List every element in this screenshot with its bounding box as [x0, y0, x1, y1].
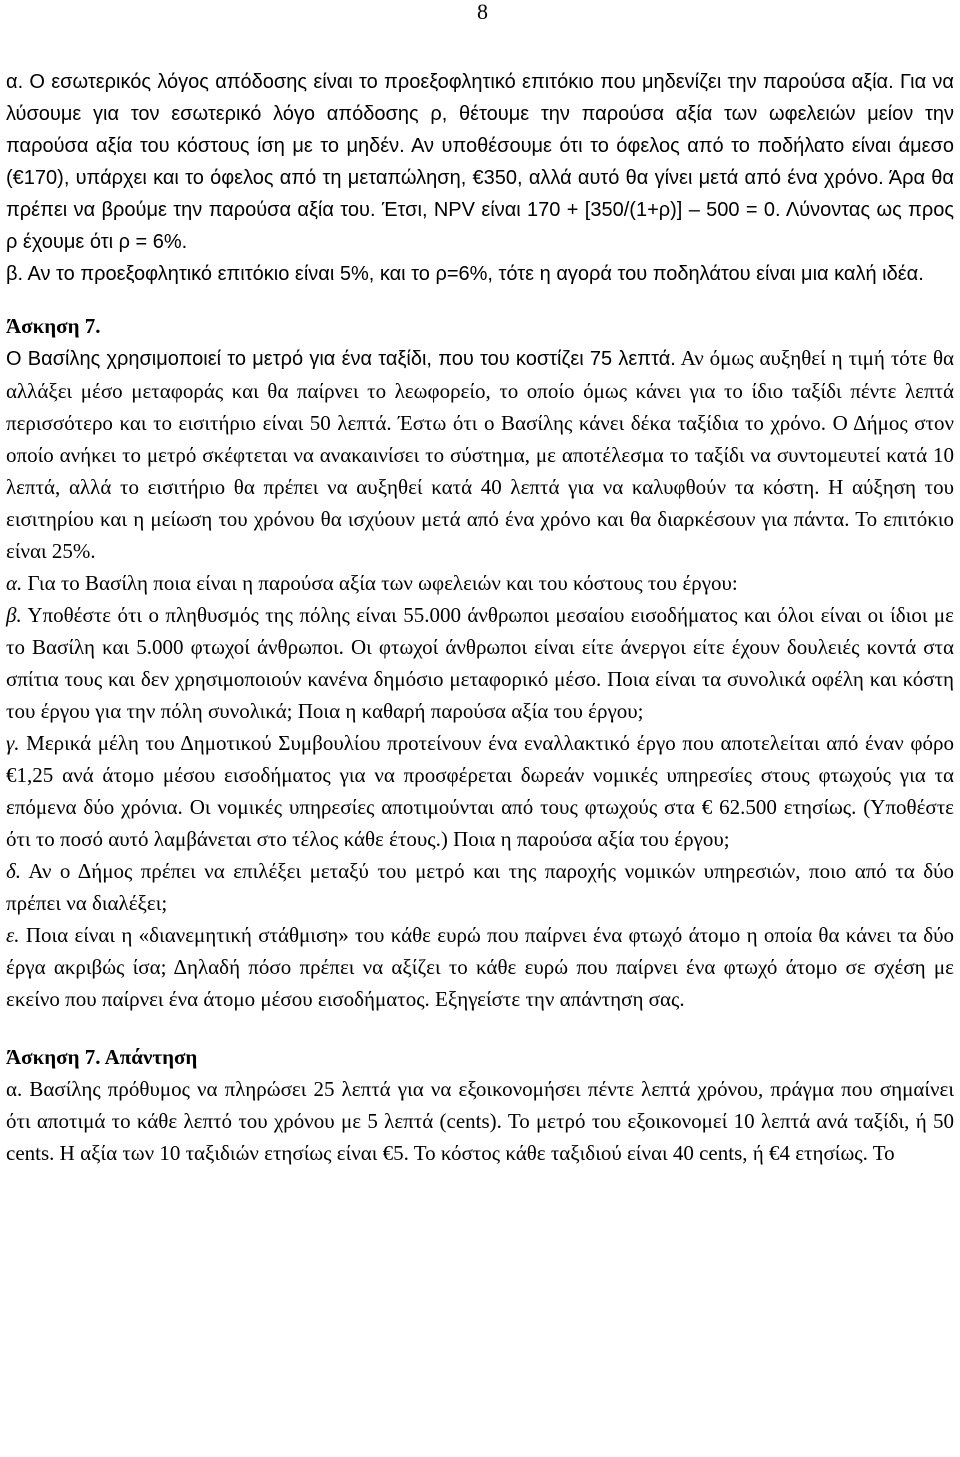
- question-c-label: γ.: [6, 731, 20, 755]
- answer-7-heading: Άσκηση 7. Απάντηση: [6, 1045, 198, 1069]
- exercise-7-intro-sans: Ο Βασίλης χρησιμοποιεί το μετρό για ένα ταξίδι, που του κοστίζει 75 λεπτά.: [6, 348, 676, 370]
- question-b: [6, 599, 954, 727]
- answer-7-part-a: α. Βασίλης πρόθυμος να πληρώσει 25 λεπτά για να εξοικονομήσει πέντε λεπτά χρόνου, πράγμα που σημαίνει ότι αποτιμά το κάθε λεπτό του χρόνου με 5 λεπτά (cents). Το μετρό του εξοικονομεί 10 λεπτά ανά ταξίδι, ή 50 cents. Η αξία των 10 ταξιδιών ετησίως είναι €5. Το κόστος κάθε ταξιδιού είναι 40 cents, ή €4 ετησίως. Το: [6, 1077, 954, 1165]
- question-c: [6, 727, 954, 855]
- question-e: [6, 919, 954, 1015]
- page-number: 8: [477, 0, 488, 24]
- question-a: [6, 567, 954, 599]
- document-body: [6, 66, 954, 1169]
- question-a-label: α.: [6, 571, 23, 595]
- question-d-label: δ.: [6, 859, 22, 883]
- question-e-text: Ποια είναι η «διανεμητική στάθμιση» του κάθε ευρώ που παίρνει ένα φτωχό άτομο η οποία θα κάνει τα δύο έργα ακριβώς ίσα; Δηλαδή πόσο πρέπει να αξίζει το κάθε ευρώ που παίρνει ένα φτωχό άτομο σε σχέση με εκείνο που παίρνει ένα άτομο μέσου εισοδήματος. Εξηγείστε την απάντηση σας.: [6, 923, 954, 1011]
- question-c-text: Μερικά μέλη του Δημοτικού Συμβουλίου προτείνουν ένα εναλλακτικό έργο που αποτελείται από έναν φόρο €1,25 ανά άτομο μέσου εισοδήματος για να προσφέρεται δωρεάν νομικές υπηρεσίες στους φτωχούς για τα επόμενα δύο χρόνια. Οι νομικές υπηρεσίες αποτιμούνται από τους φτωχούς στα € 62.500 ετησίως. (Υποθέστε ότι το ποσό αυτό λαμβάνεται στο τέλος κάθε έτους.) Ποια η παρούσα αξία του έργου;: [6, 731, 954, 851]
- question-a-text: Για το Βασίλη ποια είναι η παρούσα αξία των ωφελειών και του κόστους του έργου:: [22, 571, 738, 595]
- exercise-7-heading: Άσκηση 7.: [6, 314, 101, 338]
- exercise-7-intro-serif: Αν όμως αυξηθεί η τιμή τότε θα αλλάξει μέσο μεταφοράς και θα παίρνει το λεωφορείο, το οποίο όμως κάνει για το ίδιο ταξίδι πέντε λεπτά περισσότερο και το εισιτήριο είναι 50 λεπτά. Έστω ότι ο Βασίλης κάνει δέκα ταξίδια το χρόνο. Ο Δήμος στον οποίο ανήκει το μετρό σκέφτεται να ανακαινίσει το σύστημα, με αποτέλεσμα το ταξίδι να συντομευτεί κατά 10 λεπτά, αλλά το εισιτήριο θα πρέπει να αυξηθεί κατά 40 λεπτά για να καλυφθούν τα κόστη. Η αύξηση του εισιτηρίου και η μείωση του χρόνου θα ισχύουν μετά από ένα χρόνο και θα διαρκέσουν για πάντα. Το επιτόκιο είναι 25%.: [6, 346, 955, 563]
- answer-6-part-b: β. Αν το προεξοφλητικό επιτόκιο είναι 5%, και το ρ=6%, τότε η αγορά του ποδηλάτου είναι μια καλή ιδέα.: [6, 263, 924, 285]
- answer-6-part-a: α. Ο εσωτερικός λόγος απόδοσης είναι το προεξοφλητικό επιτόκιο που μηδενίζει την παρούσα αξία. Για να λύσουμε για τον εσωτερικό λόγο απόδοσης ρ, θέτουμε την παρούσα αξία των ωφελειών μείον την παρούσα αξία του κόστους ίση με το μηδέν. Αν υποθέσουμε ότι το όφελος από το ποδήλατο είναι άμεσο (€170), υπάρχει και το όφελος από τη μεταπώληση, €350, αλλά αυτό θα γίνει μετά από ένα χρόνο. Άρα θα πρέπει να βρούμε την παρούσα αξία του. Έτσι, NPV είναι 170 + [350/(1+ρ)] ‒ 500 = 0. Λύνοντας ως προς ρ έχουμε ότι ρ = 6%.: [6, 71, 954, 253]
- exercise-7-intro: [6, 342, 954, 567]
- question-b-label: β.: [6, 603, 22, 627]
- question-b-text: Υποθέστε ότι ο πληθυσμός της πόλης είναι 55.000 άνθρωποι μεσαίου εισοδήματος και όλοι είναι οι ίδιοι με το Βασίλη και 5.000 φτωχοί άνθρωποι. Οι φτωχοί άνθρωποι είναι είτε άνεργοι είτε έχουν δουλειές κοντά στα σπίτια τους και δεν χρησιμοποιούν κανένα δημόσιο μεταφορικό μέσο. Ποια είναι τα συνολικά οφέλη και κόστη του έργου για την πόλη συνολικά; Ποια η καθαρή παρούσα αξία του έργου;: [6, 603, 954, 723]
- question-d: [6, 855, 954, 919]
- question-d-text: Αν ο Δήμος πρέπει να επιλέξει μεταξύ του μετρό και της παροχής νομικών υπηρεσιών, ποιο από τα δύο πρέπει να διαλέξει;: [6, 859, 954, 915]
- question-e-label: ε.: [6, 923, 20, 947]
